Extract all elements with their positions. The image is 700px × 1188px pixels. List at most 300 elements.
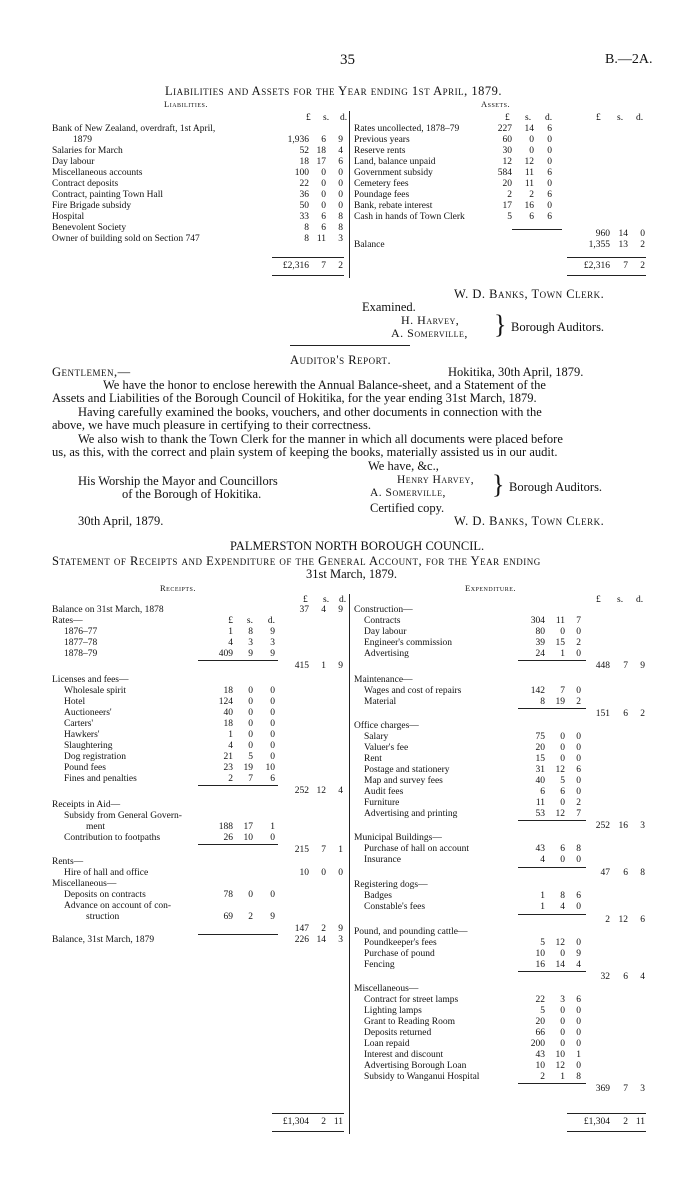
asset-shillings: 12 (524, 157, 534, 167)
report-auditors-label: Borough Auditors. (509, 480, 603, 494)
expenditure-item-shillings: 1 (560, 1072, 565, 1082)
expenditure-subtotal-shillings: 12 (618, 915, 628, 925)
expenditure-item-pounds: 1 (540, 891, 545, 901)
receipt-item-pounds: 23 (223, 763, 233, 773)
expenditure-item-pounds: 142 (530, 686, 545, 696)
expenditure-item-pounds: 200 (530, 1039, 545, 1049)
expenditure-label: Contracts (364, 616, 401, 626)
expenditure-item-shillings: 0 (560, 1039, 565, 1049)
expenditure-item-pounds: 31 (535, 765, 545, 775)
asset-pounds: 2 (507, 190, 512, 200)
expenditure-item-pounds: 6 (540, 787, 545, 797)
assets-col-col_d: d. (545, 113, 553, 123)
receipt-label: Miscellaneous— (52, 879, 117, 889)
receipt-label: Rents— (52, 857, 84, 867)
liability-shillings: 6 (321, 223, 326, 233)
receipt-item-shillings: 0 (248, 697, 253, 707)
liability-pounds: 22 (299, 179, 309, 189)
expenditure-item-shillings: 0 (560, 1017, 565, 1027)
receipt-item-shillings: 8 (248, 627, 253, 637)
receipt-label: Hawkers' (64, 730, 100, 740)
expenditure-item-pence: 0 (576, 1017, 581, 1027)
assets-col-col_l: £ (505, 113, 510, 123)
addressee-line-1: His Worship the Mayor and Councillors (78, 474, 278, 488)
receipt-item-pounds: 4 (228, 741, 233, 751)
receipt-item-pence: 3 (270, 638, 275, 648)
receipt-item-pence: 6 (270, 774, 275, 784)
receipt-label: Deposits on contracts (64, 890, 146, 900)
expenditure-item-pounds: 20 (535, 743, 545, 753)
expenditure-label: Grant to Reading Room (364, 1017, 456, 1027)
asset-pence: 6 (547, 190, 552, 200)
receipts-total-pounds: £1,304 (282, 1117, 309, 1127)
liability-label: Salaries for March (52, 146, 123, 156)
report-paragraph-3a: We also wish to thank the Town Clerk for the manner in which all documents were placed before (78, 432, 563, 446)
expenditure-item-pence: 7 (576, 616, 581, 626)
asset-label: Rates uncollected, 1878–79 (354, 124, 460, 134)
receipt-item-pounds: 188 (218, 822, 233, 832)
receipts-heading: Receipts. (160, 583, 196, 593)
balance-pence: 2 (640, 240, 645, 250)
receipts-col-col_l: £ (303, 595, 308, 605)
expenditure-item-shillings: 6 (560, 844, 565, 854)
expenditure-label: Insurance (364, 855, 401, 865)
receipt-label: struction (86, 912, 120, 922)
expenditure-subtotal-pounds: 32 (600, 972, 610, 982)
report-paragraph-2a: Having carefully examined the books, vouchers, and other documents in connection with the (78, 405, 542, 419)
expenditure-label: Subsidy to Wanganui Hospital (364, 1072, 480, 1082)
liability-label: Day labour (52, 157, 95, 167)
expenditure-item-pounds: 5 (540, 1006, 545, 1016)
report-auditors-brace: } (492, 470, 505, 499)
receipts-total-underline (272, 1131, 344, 1132)
liability-pence: 4 (338, 146, 343, 156)
receipt-item-pounds: 21 (223, 752, 233, 762)
expenditure-label: Lighting lamps (364, 1006, 422, 1016)
assets-total-col-col_l: £ (596, 113, 601, 123)
expenditure-item-shillings: 5 (560, 776, 565, 786)
expenditure-col-col_s: s. (617, 595, 624, 605)
expenditure-item-pounds: 5 (540, 938, 545, 948)
expenditure-item-pence: 8 (576, 1072, 581, 1082)
liability-label: Contract deposits (52, 179, 119, 189)
liability-shillings: 0 (321, 168, 326, 178)
receipt-item-pounds: 124 (218, 697, 233, 707)
receipt-label: ment (86, 822, 105, 832)
expenditure-item-pounds: 53 (535, 809, 545, 819)
receipt-label: Receipts in Aid— (52, 800, 121, 810)
examined-label: Examined. (362, 300, 416, 314)
receipt-item-pence: 0 (270, 752, 275, 762)
receipt-item-shillings: 0 (248, 741, 253, 751)
expenditure-item-shillings: 12 (555, 1061, 565, 1071)
expenditure-label: Valuer's fee (364, 743, 409, 753)
receipt-item-pence: 0 (270, 741, 275, 751)
receipts-subtotal-rule (198, 844, 278, 845)
auditors-brace: } (494, 310, 507, 339)
assets-total-col-col_s: s. (617, 113, 624, 123)
balance-label: Balance (354, 240, 385, 250)
expenditure-item-pence: 0 (576, 776, 581, 786)
expenditure-item-pence: 0 (576, 787, 581, 797)
town-clerk-signature: W. D. Banks, Town Clerk. (454, 287, 605, 301)
receipt-item-shillings: 0 (248, 708, 253, 718)
expenditure-item-shillings: 14 (555, 960, 565, 970)
receipt-subtotal-shillings: 4 (321, 605, 326, 615)
liability-shillings: 0 (321, 179, 326, 189)
receipt-item-shillings: 17 (243, 822, 253, 832)
receipt-subtotal-pounds: 252 (294, 786, 309, 796)
statement-title-line-1: Statement of Receipts and Expenditure of the General Account, for the Year ending (52, 554, 541, 568)
expenditure-item-pence: 0 (576, 627, 581, 637)
expenditure-subtotal-rule (518, 660, 586, 661)
receipt-item-pounds: 1 (228, 627, 233, 637)
assets-total-underline (567, 275, 646, 276)
liability-label: 1879 (73, 135, 92, 145)
liability-pence: 9 (338, 135, 343, 145)
receipt-item-shillings: 3 (248, 638, 253, 648)
receipt-item-shillings: 2 (248, 912, 253, 922)
asset-pence: 0 (547, 201, 552, 211)
expenditure-total-pounds: £1,304 (583, 1117, 610, 1127)
asset-label: Cemetery fees (354, 179, 409, 189)
expenditure-label: Purchase of hall on account (364, 844, 469, 854)
expenditure-item-pence: 0 (576, 754, 581, 764)
asset-pence: 6 (547, 168, 552, 178)
receipt-label: Subsidy from General Govern- (64, 811, 182, 821)
receipt-item-shillings: 0 (248, 686, 253, 696)
report-place-date: Hokitika, 30th April, 1879. (448, 365, 584, 379)
expenditure-subtotal-pence: 3 (640, 821, 645, 831)
expenditure-col-col_d: d. (636, 595, 644, 605)
expenditure-item-pounds: 39 (535, 638, 545, 648)
expenditure-item-pounds: 24 (535, 649, 545, 659)
receipt-item-pounds: 18 (223, 686, 233, 696)
expenditure-label: Deposits returned (364, 1028, 432, 1038)
receipt-label: Contribution to footpaths (64, 833, 161, 843)
asset-pounds: 584 (497, 168, 512, 178)
expenditure-label: Constable's fees (364, 902, 426, 912)
assets-col-col_s: s. (525, 113, 532, 123)
receipt-subtotal-pounds: 215 (294, 845, 309, 855)
receipt-label: Hire of hall and office (64, 868, 149, 878)
receipt-label: 1878–79 (64, 649, 98, 659)
liability-pounds: 18 (299, 157, 309, 167)
liability-pence: 8 (338, 223, 343, 233)
receipt-subtotal-pence: 0 (338, 868, 343, 878)
liability-pence: 3 (338, 234, 343, 244)
expenditure-item-pence: 2 (576, 638, 581, 648)
balance-shillings: 13 (618, 240, 628, 250)
addressee-line-2: of the Borough of Hokitika. (122, 487, 262, 501)
expenditure-label: Office charges— (354, 721, 419, 731)
liability-shillings: 11 (316, 234, 326, 244)
liabilities-col-col_l: £ (306, 113, 311, 123)
receipt-subtotal-pence: 3 (338, 935, 343, 945)
expenditure-item-pounds: 40 (535, 776, 545, 786)
expenditure-label: Municipal Buildings— (354, 833, 442, 843)
balance-sheet-title: Liabilities and Assets for the Year ending 1st April, 1879. (165, 84, 502, 98)
expenditure-item-shillings: 0 (560, 1028, 565, 1038)
expenditure-subtotal-pence: 6 (640, 915, 645, 925)
receipt-item-pence: 0 (270, 890, 275, 900)
liabilities-total-shillings: 7 (321, 261, 326, 271)
asset-label: Reserve rents (354, 146, 406, 156)
report-paragraph-1a: We have the honor to enclose herewith the Annual Balance-sheet, and a Statement of the (103, 378, 546, 392)
receipt-subtotal-shillings: 7 (321, 845, 326, 855)
auditor-harvey: H. Harvey, (401, 313, 460, 327)
receipt-item-pence: 9 (270, 649, 275, 659)
expenditure-label: Material (364, 697, 397, 707)
asset-pence: 0 (547, 135, 552, 145)
expenditure-subtotal-shillings: 16 (618, 821, 628, 831)
asset-pence: 0 (547, 146, 552, 156)
assets-subtotal-shillings: 14 (618, 229, 628, 239)
receipt-item-shillings: 19 (243, 763, 253, 773)
assets-total-shillings: 7 (623, 261, 628, 271)
expenditure-item-pounds: 80 (535, 627, 545, 637)
liability-pounds: 52 (299, 146, 309, 156)
expenditure-item-pounds: 10 (535, 1061, 545, 1071)
expenditure-item-pence: 1 (576, 1050, 581, 1060)
asset-shillings: 16 (524, 201, 534, 211)
assets-total-rule (567, 257, 646, 258)
expenditure-item-pounds: 10 (535, 949, 545, 959)
expenditure-label: Rent (364, 754, 382, 764)
liability-label: Owner of building sold on Section 747 (52, 234, 200, 244)
receipts-subtotal-rule (198, 934, 278, 935)
auditors-label: Borough Auditors. (511, 320, 605, 334)
receipt-subtotal-shillings: 12 (316, 786, 326, 796)
receipt-item-pence: 0 (270, 708, 275, 718)
expenditure-item-pence: 0 (576, 1061, 581, 1071)
expenditure-label: Miscellaneous— (354, 984, 419, 994)
receipt-label: Hotel (64, 697, 86, 707)
asset-pounds: 60 (502, 135, 512, 145)
asset-pounds: 5 (507, 212, 512, 222)
expenditure-item-shillings: 3 (560, 995, 565, 1005)
expenditure-label: Poundkeeper's fees (364, 938, 437, 948)
expenditure-item-shillings: 8 (560, 891, 565, 901)
statement-title-line-2: 31st March, 1879. (306, 567, 397, 581)
expenditure-item-pounds: 75 (535, 732, 545, 742)
receipt-subtotal-pounds: 37 (299, 605, 309, 615)
expenditure-item-pence: 2 (576, 697, 581, 707)
certified-copy: Certified copy. (370, 501, 445, 515)
expenditure-item-pounds: 43 (535, 844, 545, 854)
receipt-subtotal-pence: 9 (338, 661, 343, 671)
receipts-subtotal-rule (198, 660, 278, 661)
liability-pence: 0 (338, 179, 343, 189)
expenditure-item-shillings: 1 (560, 649, 565, 659)
receipt-subtotal-pounds: 10 (299, 868, 309, 878)
expenditure-label: Contract for street lamps (364, 995, 459, 1005)
statement-divider (349, 594, 350, 1134)
expenditure-item-shillings: 12 (555, 765, 565, 775)
receipt-subtotal-pounds: 415 (294, 661, 309, 671)
asset-pounds: 12 (502, 157, 512, 167)
liability-shillings: 0 (321, 201, 326, 211)
expenditure-item-pence: 6 (576, 891, 581, 901)
expenditure-item-pence: 0 (576, 1006, 581, 1016)
expenditure-item-pence: 0 (576, 902, 581, 912)
receipt-item-pence: d. (267, 616, 275, 626)
receipt-item-pence: 9 (270, 627, 275, 637)
receipt-subtotal-shillings: 14 (316, 935, 326, 945)
receipt-subtotal-pence: 9 (338, 924, 343, 934)
liability-pence: 0 (338, 190, 343, 200)
receipt-item-pounds: 69 (223, 912, 233, 922)
liability-pounds: 50 (299, 201, 309, 211)
expenditure-subtotal-rule (518, 971, 586, 972)
expenditure-label: Salary (364, 732, 389, 742)
receipt-item-pounds: 78 (223, 890, 233, 900)
expenditure-subtotal-pounds: 252 (595, 821, 610, 831)
liability-label: Miscellaneous accounts (52, 168, 143, 178)
asset-shillings: 0 (529, 135, 534, 145)
expenditure-item-pence: 0 (576, 732, 581, 742)
balance-sheet-divider (349, 111, 350, 278)
liability-pence: 0 (338, 168, 343, 178)
expenditure-item-shillings: 6 (560, 787, 565, 797)
expenditure-item-shillings: 15 (555, 638, 565, 648)
report-paragraph-2b: above, we have much pleasure in certifying to their correctness. (52, 418, 371, 432)
expenditure-subtotal-rule (518, 867, 586, 868)
liability-label: Fire Brigade subsidy (52, 201, 132, 211)
expenditure-item-shillings: 0 (560, 743, 565, 753)
report-paragraph-1b: Assets and Liabilities of the Borough Council of Hokitika, for the year ending 31st March, 1879. (52, 391, 537, 405)
receipts-col-col_d: d. (339, 595, 347, 605)
receipt-label: 1877–78 (64, 638, 98, 648)
expenditure-item-shillings: 11 (555, 616, 565, 626)
receipts-subtotal-rule (198, 785, 278, 786)
asset-pounds: 17 (502, 201, 512, 211)
receipt-item-pence: 10 (265, 763, 275, 773)
receipt-item-shillings: 9 (248, 649, 253, 659)
expenditure-item-shillings: 0 (560, 732, 565, 742)
expenditure-item-pence: 0 (576, 938, 581, 948)
expenditure-item-pounds: 16 (535, 960, 545, 970)
liabilities-total-pence: 2 (338, 261, 343, 271)
receipts-total-rule (272, 1113, 344, 1114)
expenditure-total-underline (567, 1131, 646, 1132)
liability-pounds: 1,936 (287, 135, 309, 145)
document-reference: B.—2A. (605, 52, 653, 67)
asset-pounds: 227 (497, 124, 512, 134)
expenditure-subtotal-pence: 9 (640, 661, 645, 671)
expenditure-subtotal-shillings: 7 (623, 1084, 628, 1094)
expenditure-subtotal-rule (518, 820, 586, 821)
assets-total-pence: 2 (640, 261, 645, 271)
expenditure-item-pence: 8 (576, 844, 581, 854)
receipt-label: Pound fees (64, 763, 106, 773)
expenditure-item-pence: 0 (576, 686, 581, 696)
assets-total-col-col_d: d. (636, 113, 644, 123)
receipt-label: 1876–77 (64, 627, 98, 637)
receipt-label: Carters' (64, 719, 94, 729)
expenditure-item-pence: 9 (576, 949, 581, 959)
asset-shillings: 11 (524, 179, 534, 189)
receipt-label: Slaughtering (64, 741, 113, 751)
receipt-item-pounds: 18 (223, 719, 233, 729)
assets-subtotal-pounds: 960 (595, 229, 610, 239)
expenditure-subtotal-shillings: 6 (623, 709, 628, 719)
report-auditor-somerville: A. Somerville, (370, 487, 446, 499)
receipt-item-shillings: 7 (248, 774, 253, 784)
expenditure-label: Map and survey fees (364, 776, 443, 786)
asset-label: Bank, rebate interest (354, 201, 433, 211)
asset-pence: 6 (547, 124, 552, 134)
receipts-total-pence: 11 (333, 1117, 343, 1127)
liability-pence: 6 (338, 157, 343, 167)
expenditure-item-shillings: 0 (560, 855, 565, 865)
expenditure-item-pounds: 15 (535, 754, 545, 764)
expenditure-item-shillings: 0 (560, 798, 565, 808)
receipt-item-pence: 1 (270, 822, 275, 832)
balance-pounds: 1,355 (588, 240, 610, 250)
expenditure-label: Badges (364, 891, 392, 901)
expenditure-label: Postage and stationery (364, 765, 450, 775)
asset-label: Poundage fees (354, 190, 410, 200)
expenditure-item-pounds: 8 (540, 697, 545, 707)
expenditure-total-rule (567, 1113, 646, 1114)
liability-shillings: 17 (316, 157, 326, 167)
liability-pounds: 33 (299, 212, 309, 222)
expenditure-label: Interest and discount (364, 1050, 444, 1060)
liabilities-heading: Liabilities. (164, 99, 208, 109)
expenditure-item-pence: 0 (576, 1028, 581, 1038)
receipt-item-pounds: £ (228, 616, 233, 626)
expenditure-item-pence: 6 (576, 765, 581, 775)
expenditure-item-pounds: 20 (535, 1017, 545, 1027)
asset-shillings: 0 (529, 146, 534, 156)
receipt-item-pounds: 2 (228, 774, 233, 784)
asset-pence: 6 (547, 212, 552, 222)
expenditure-subtotal-pounds: 151 (595, 709, 610, 719)
expenditure-label: Furniture (364, 798, 400, 808)
expenditure-subtotal-pounds: 2 (605, 915, 610, 925)
receipt-subtotal-shillings: 1 (321, 661, 326, 671)
expenditure-item-pounds: 11 (535, 798, 545, 808)
expenditure-item-shillings: 19 (555, 697, 565, 707)
expenditure-item-shillings: 4 (560, 902, 565, 912)
receipt-label: Advance on account of con- (64, 901, 172, 911)
expenditure-label: Advertising and printing (364, 809, 458, 819)
liability-label: Contract, painting Town Hall (52, 190, 164, 200)
expenditure-item-shillings: 0 (560, 754, 565, 764)
liabilities-total-pounds: £2,316 (282, 261, 309, 271)
receipt-item-pounds: 409 (218, 649, 233, 659)
receipt-subtotal-pence: 4 (338, 786, 343, 796)
expenditure-item-pence: 0 (576, 743, 581, 753)
assets-heading: Assets. (481, 99, 511, 109)
receipt-label: Licenses and fees— (52, 675, 129, 685)
receipt-item-shillings: 0 (248, 730, 253, 740)
assets-subtotal-pence: 0 (640, 229, 645, 239)
expenditure-item-shillings: 10 (555, 1050, 565, 1060)
receipt-item-pence: 0 (270, 719, 275, 729)
expenditure-subtotal-rule (518, 1083, 586, 1084)
liability-pence: 0 (338, 201, 343, 211)
expenditure-item-pence: 0 (576, 649, 581, 659)
receipt-subtotal-pence: 1 (338, 845, 343, 855)
expenditure-subtotal-shillings: 7 (623, 661, 628, 671)
asset-pounds: 30 (502, 146, 512, 156)
expenditure-label: Fencing (364, 960, 395, 970)
expenditure-item-pounds: 2 (540, 1072, 545, 1082)
receipt-label: Fines and penalties (64, 774, 137, 784)
expenditure-item-pounds: 4 (540, 855, 545, 865)
